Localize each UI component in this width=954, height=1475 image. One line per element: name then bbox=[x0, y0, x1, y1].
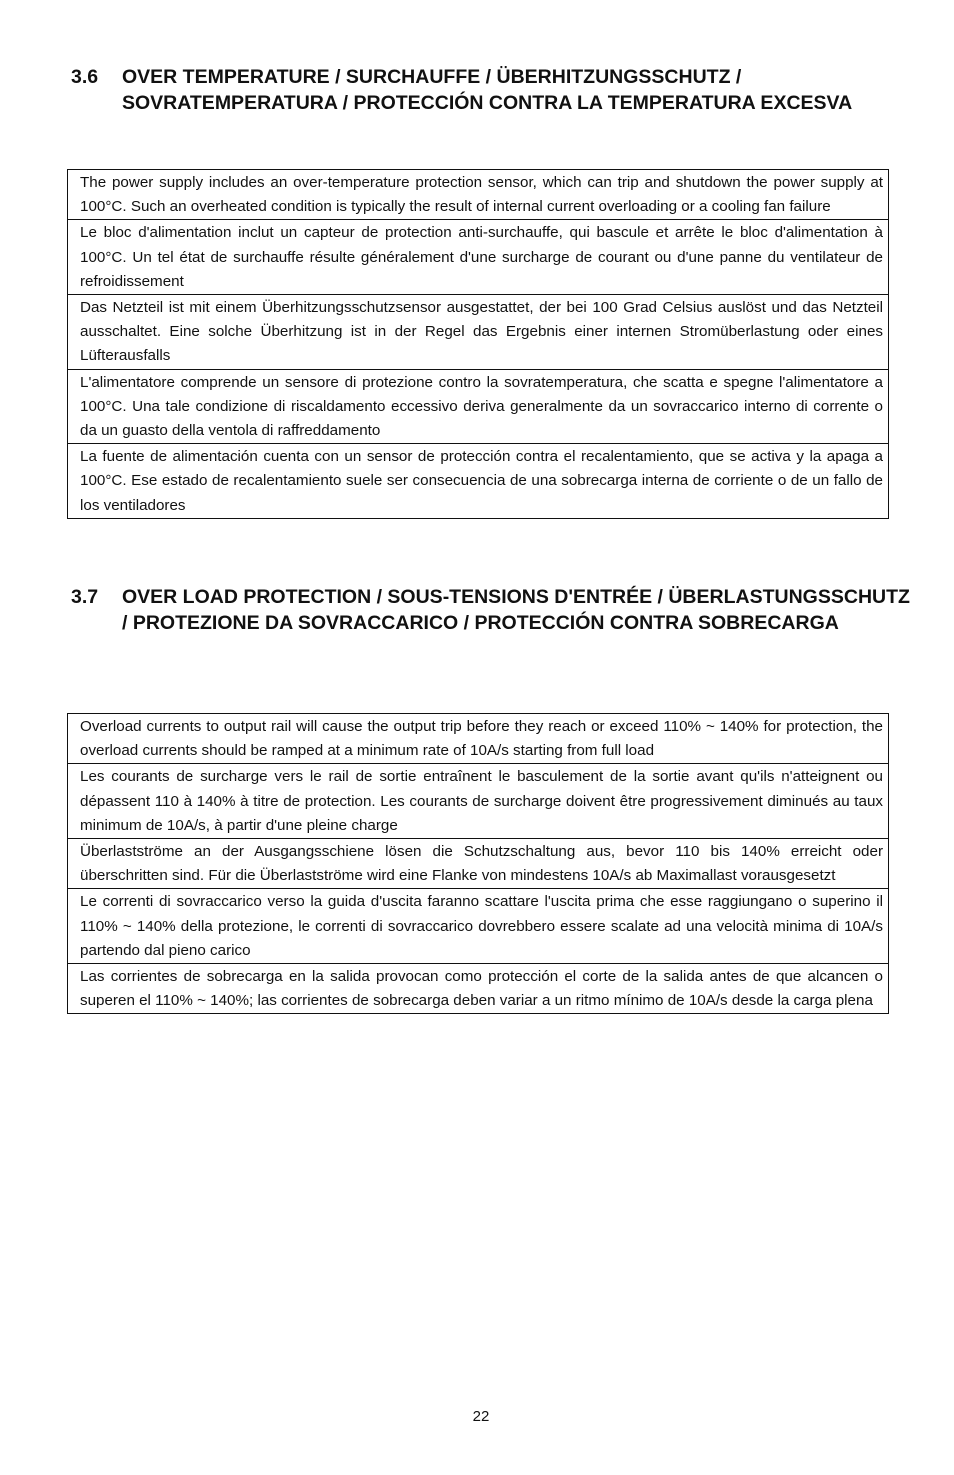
table-row bbox=[68, 369, 889, 444]
table-row bbox=[68, 839, 889, 889]
over-load-table bbox=[67, 713, 889, 1014]
table-cell-fr bbox=[68, 764, 889, 839]
paragraph-en: The power supply includes an over-temperature protection sensor, which can trip and shutdown the power supply at 100°C. Such an overheated condition is typically the result of internal current overloading or a cooling fan failure bbox=[80, 174, 883, 216]
section-heading-3-7 bbox=[71, 584, 911, 636]
paragraph-fr: Le bloc d'alimentation inclut un capteur de protection anti-surchauffe, qui bascule et arrête le bloc d'alimentation à 100°C. Un tel état de surchauffe résulte généralement d'une surcharge de courant ou d'une panne du ventilateur de refroidissement bbox=[80, 224, 883, 290]
paragraph-es: Las corrientes de sobrecarga en la salida provocan como protección el corte de la salida antes de que alcancen o superen el 110% ~ 140%; las corrientes de sobrecarga deben variar a un ritmo mínimo de 10A/s desde la carga plena bbox=[80, 968, 883, 1010]
paragraph-en: Overload currents to output rail will cause the output trip before they reach or exceed 110% ~ 140% for protection, the overload currents should be ramped at a minimum rate of 10A/s starting from full load bbox=[80, 718, 883, 760]
table-cell-en bbox=[68, 714, 889, 764]
table-row bbox=[68, 764, 889, 839]
table-cell-de bbox=[68, 295, 889, 370]
table-row bbox=[68, 220, 889, 295]
paragraph-de: Überlastströme an der Ausgangsschiene lösen die Schutzschaltung aus, bevor 110 bis 140% erreicht oder überschritten sind. Für die Überlastströme wird eine Flanke von mindestens 10A/s ab Maximallast vorausgesetzt bbox=[80, 843, 883, 885]
over-temperature-table bbox=[67, 169, 889, 519]
section-title: OVER LOAD PROTECTION / SOUS-TENSIONS D'ENTRÉE / ÜBERLASTUNGSSCHUTZ / PROTEZIONE DA SOVRACCARICO / PROTECCIÓN CONTRA SOBRECARGA bbox=[122, 586, 910, 634]
table-row bbox=[68, 964, 889, 1014]
page-number: 22 bbox=[472, 1408, 490, 1425]
paragraph-es: La fuente de alimentación cuenta con un sensor de protección contra el recalentamiento, que se activa y la apaga a 100°C. Ese estado de recalentamiento suele ser consecuencia de una sobrecarga interna de corriente o de un fallo de los ventiladores bbox=[80, 448, 883, 514]
section-title: OVER TEMPERATURE / SURCHAUFFE / ÜBERHITZUNGSSCHUTZ / SOVRATEMPERATURA / PROTECCIÓN CONTRA LA TEMPERATURA EXCESVA bbox=[122, 66, 853, 114]
table-cell-es bbox=[68, 964, 889, 1014]
table-cell-es bbox=[68, 444, 889, 519]
table-cell-de bbox=[68, 839, 889, 889]
table-row bbox=[68, 170, 889, 220]
table-cell-it bbox=[68, 889, 889, 964]
table-row bbox=[68, 714, 889, 764]
paragraph-it: L'alimentatore comprende un sensore di protezione contro la sovratemperatura, che scatta e spegne l'alimentatore a 100°C. Una tale condizione di riscaldamento eccessivo deriva generalmente da un sovraccarico interno di corrente o da un guasto della ventola di raffreddamento bbox=[80, 373, 883, 440]
section-number: 3.7 bbox=[71, 586, 99, 608]
paragraph-de: Das Netzteil ist mit einem Überhitzungsschutzsensor ausgestattet, der bei 100 Grad Celsius auslöst und das Netzteil ausschaltet. Eine solche Überhitzung ist in der Regel das Ergebnis einer internen Stromüberlastung oder eines Lüfterausfalls bbox=[80, 299, 883, 365]
paragraph-fr: Les courants de surcharge vers le rail de sortie entraînent le basculement de la sortie avant qu'ils n'atteignent ou dépassent 110 à 140% à titre de protection. Les courants de surcharge doivent être progressivement diminués au taux minimum de 10A/s, à partir d'une pleine charge bbox=[80, 768, 883, 834]
table-cell-fr bbox=[68, 220, 889, 295]
table-row bbox=[68, 295, 889, 370]
table-cell-en bbox=[68, 170, 889, 220]
section-heading-3-6 bbox=[71, 64, 911, 116]
table-row bbox=[68, 444, 889, 519]
section-number: 3.6 bbox=[71, 66, 99, 88]
paragraph-it: Le correnti di sovraccarico verso la guida d'uscita faranno scattare l'uscita prima che esse raggiungano o superino il 110% ~ 140% della protezione, le correnti di sovraccarico dovrebbero essere scalate ad una velocità minima di 10A/s partendo dal pieno carico bbox=[80, 893, 883, 959]
table-row bbox=[68, 889, 889, 964]
table-cell-it bbox=[68, 369, 889, 444]
